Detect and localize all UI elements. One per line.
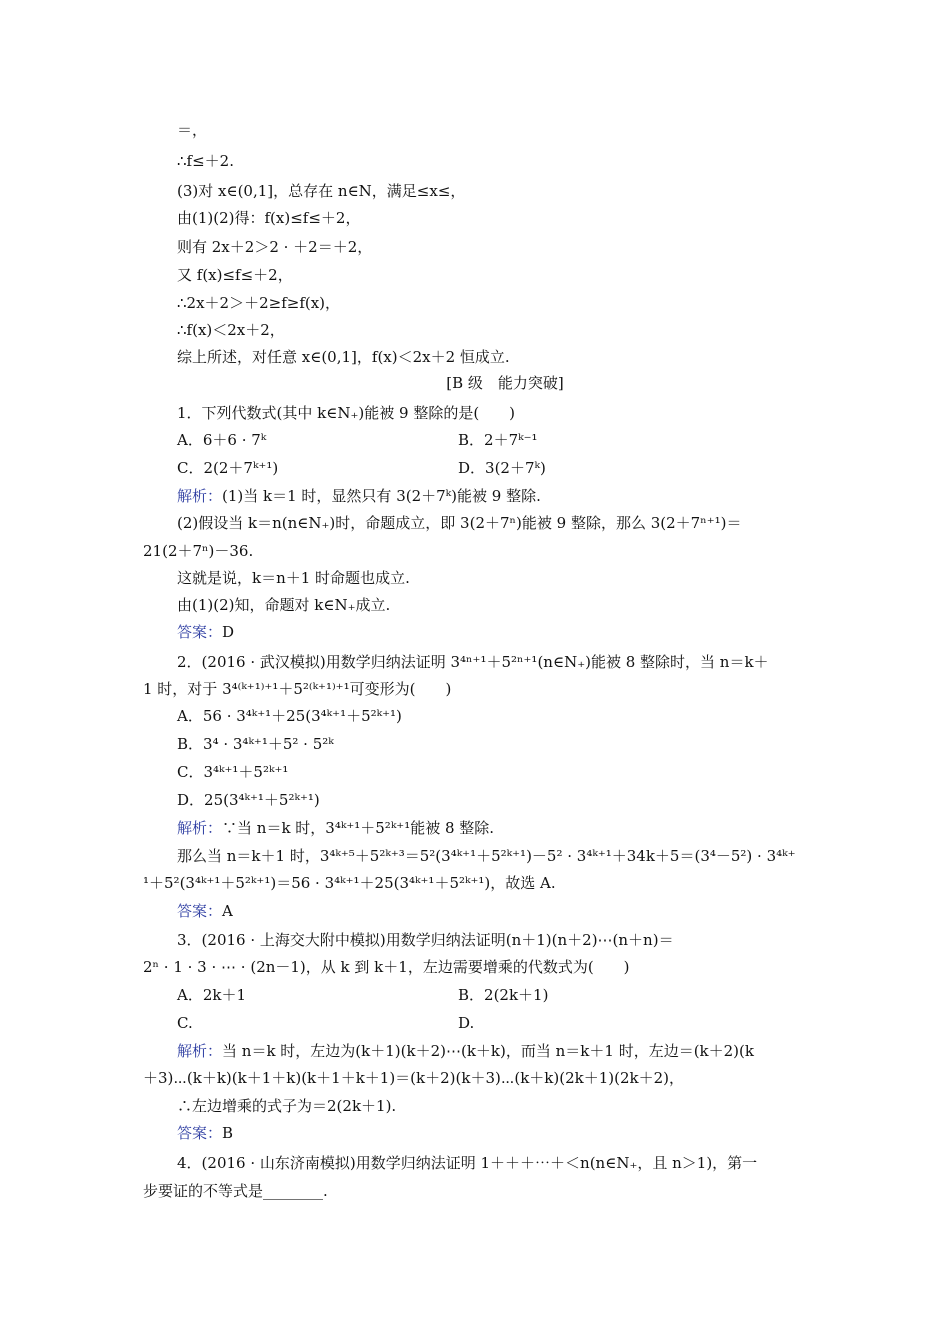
- answer-value: A: [222, 902, 233, 920]
- text-line: ∴f≤＋2.: [177, 152, 234, 170]
- q2-option-d: D．25(3⁴ᵏ⁺¹＋5²ᵏ⁺¹): [177, 791, 320, 809]
- q1-option-a: A．6＋6 · 7ᵏ: [177, 431, 267, 449]
- q3-option-c: C.: [177, 1014, 193, 1032]
- q3-answer-line: [177, 1123, 233, 1143]
- q1-analysis-line: (2)假设当 k＝n(n∈N₊)时，命题成立，即 3(2＋7ⁿ)能被 9 整除，那么 3(2＋7ⁿ⁺¹)＝: [177, 514, 742, 532]
- text-line: ∴2x＋2＞＋2≥f≥f(x)，: [177, 294, 341, 312]
- q3-option-a: A．2k＋1: [177, 986, 247, 1004]
- analysis-label: 解析：: [177, 487, 223, 505]
- q2-analysis-line: 那么当 n＝k＋1 时，3⁴ᵏ⁺⁵＋5²ᵏ⁺³＝5²(3⁴ᵏ⁺¹＋5²ᵏ⁺¹)－5² · 3⁴ᵏ⁺¹＋34k＋5＝(3⁴－5²) · 3⁴ᵏ⁺: [177, 847, 796, 865]
- text-line: (3)对 x∈(0,1]，总存在 n∈N，满足≤x≤，: [177, 182, 466, 200]
- question-1-stem: 1．下列代数式(其中 k∈N₊)能被 9 整除的是( ): [177, 404, 516, 422]
- q1-option-d: D．3(2＋7ᵏ): [458, 459, 546, 477]
- question-3-stem: 3．(2016 · 上海交大附中模拟)用数学归纳法证明(n＋1)(n＋2)⋯(n＋n)＝: [177, 931, 674, 949]
- q2-option-b: B．3⁴ · 3⁴ᵏ⁺¹＋5² · 5²ᵏ: [177, 735, 334, 753]
- q2-option-a: A．56 · 3⁴ᵏ⁺¹＋25(3⁴ᵏ⁺¹＋5²ᵏ⁺¹): [177, 707, 402, 725]
- answer-label: 答案：: [177, 623, 223, 641]
- q2-answer-line: [177, 901, 233, 921]
- q1-option-c: C．2(2＋7ᵏ⁺¹): [177, 459, 279, 477]
- answer-value: B: [222, 1124, 234, 1142]
- q3-analysis-line: ∴左边增乘的式子为＝2(2k＋1).: [177, 1097, 397, 1115]
- analysis-text: (1)当 k＝1 时，显然只有 3(2＋7ᵏ)能被 9 整除.: [222, 487, 541, 505]
- analysis-text: ∵当 n＝k 时，3⁴ᵏ⁺¹＋5²ᵏ⁺¹能被 8 整除.: [222, 819, 495, 837]
- text-line: ＝，: [177, 121, 208, 139]
- q3-analysis-line: [177, 1041, 754, 1061]
- answer-value: D: [222, 623, 235, 641]
- question-2-stem: 1 时，对于 3⁴⁽ᵏ⁺¹⁾⁺¹＋5²⁽ᵏ⁺¹⁾⁺¹可变形为( ): [143, 680, 452, 698]
- section-heading: [B 级 能力突破]: [446, 374, 564, 392]
- text-line: ∴f(x)＜2x＋2，: [177, 321, 285, 339]
- q3-option-d: D.: [458, 1014, 475, 1032]
- q1-analysis-line: 21(2＋7ⁿ)－36.: [143, 542, 254, 560]
- text-line: 又 f(x)≤f≤＋2，: [177, 266, 293, 284]
- q1-analysis-line: [177, 486, 541, 506]
- q3-option-b: B．2(2k＋1): [458, 986, 549, 1004]
- q1-answer-line: [177, 622, 234, 642]
- question-4-stem: 步要证的不等式是________.: [143, 1182, 328, 1200]
- text-line: 综上所述，对任意 x∈(0,1]，f(x)＜2x＋2 恒成立.: [177, 348, 510, 366]
- q1-option-b: B．2＋7ᵏ⁻¹: [458, 431, 538, 449]
- answer-label: 答案：: [177, 902, 223, 920]
- q2-analysis-line: ¹＋5²(3⁴ᵏ⁺¹＋5²ᵏ⁺¹)＝56 · 3⁴ᵏ⁺¹＋25(3⁴ᵏ⁺¹＋5²ᵏ⁺¹)，故选 A.: [143, 874, 556, 892]
- q3-analysis-line: ＋3)⋯(k＋k)(k＋1＋k)(k＋1＋k＋1)＝(k＋2)(k＋3)⋯(k＋k)(2k＋1)(2k＋2)，: [143, 1069, 684, 1087]
- q1-analysis-line: 这就是说，k＝n＋1 时命题也成立.: [177, 569, 410, 587]
- text-line: 则有 2x＋2＞2 · ＋2＝＋2，: [177, 238, 373, 256]
- analysis-label: 解析：: [177, 1042, 223, 1060]
- question-4-stem: 4．(2016 · 山东济南模拟)用数学归纳法证明 1＋＋＋⋯＋＜n(n∈N₊，且 n＞1)，第一: [177, 1154, 758, 1172]
- question-2-stem: 2．(2016 · 武汉模拟)用数学归纳法证明 3⁴ⁿ⁺¹＋5²ⁿ⁺¹(n∈N₊)能被 8 整除时，当 n＝k＋: [177, 653, 769, 671]
- answer-label: 答案：: [177, 1124, 223, 1142]
- question-3-stem: 2ⁿ · 1 · 3 · ⋯ · (2n－1)，从 k 到 k＋1，左边需要增乘的代数式为( ): [143, 958, 630, 976]
- analysis-text: 当 n＝k 时，左边为(k＋1)(k＋2)⋯(k＋k)，而当 n＝k＋1 时，左边＝(k＋2)(k: [222, 1042, 754, 1060]
- text-line: 由(1)(2)得：f(x)≤f≤＋2，: [177, 209, 361, 227]
- q1-analysis-line: 由(1)(2)知，命题对 k∈N₊成立.: [177, 596, 391, 614]
- q2-analysis-line: [177, 818, 494, 838]
- analysis-label: 解析：: [177, 819, 223, 837]
- q2-option-c: C．3⁴ᵏ⁺¹＋5²ᵏ⁺¹: [177, 763, 289, 781]
